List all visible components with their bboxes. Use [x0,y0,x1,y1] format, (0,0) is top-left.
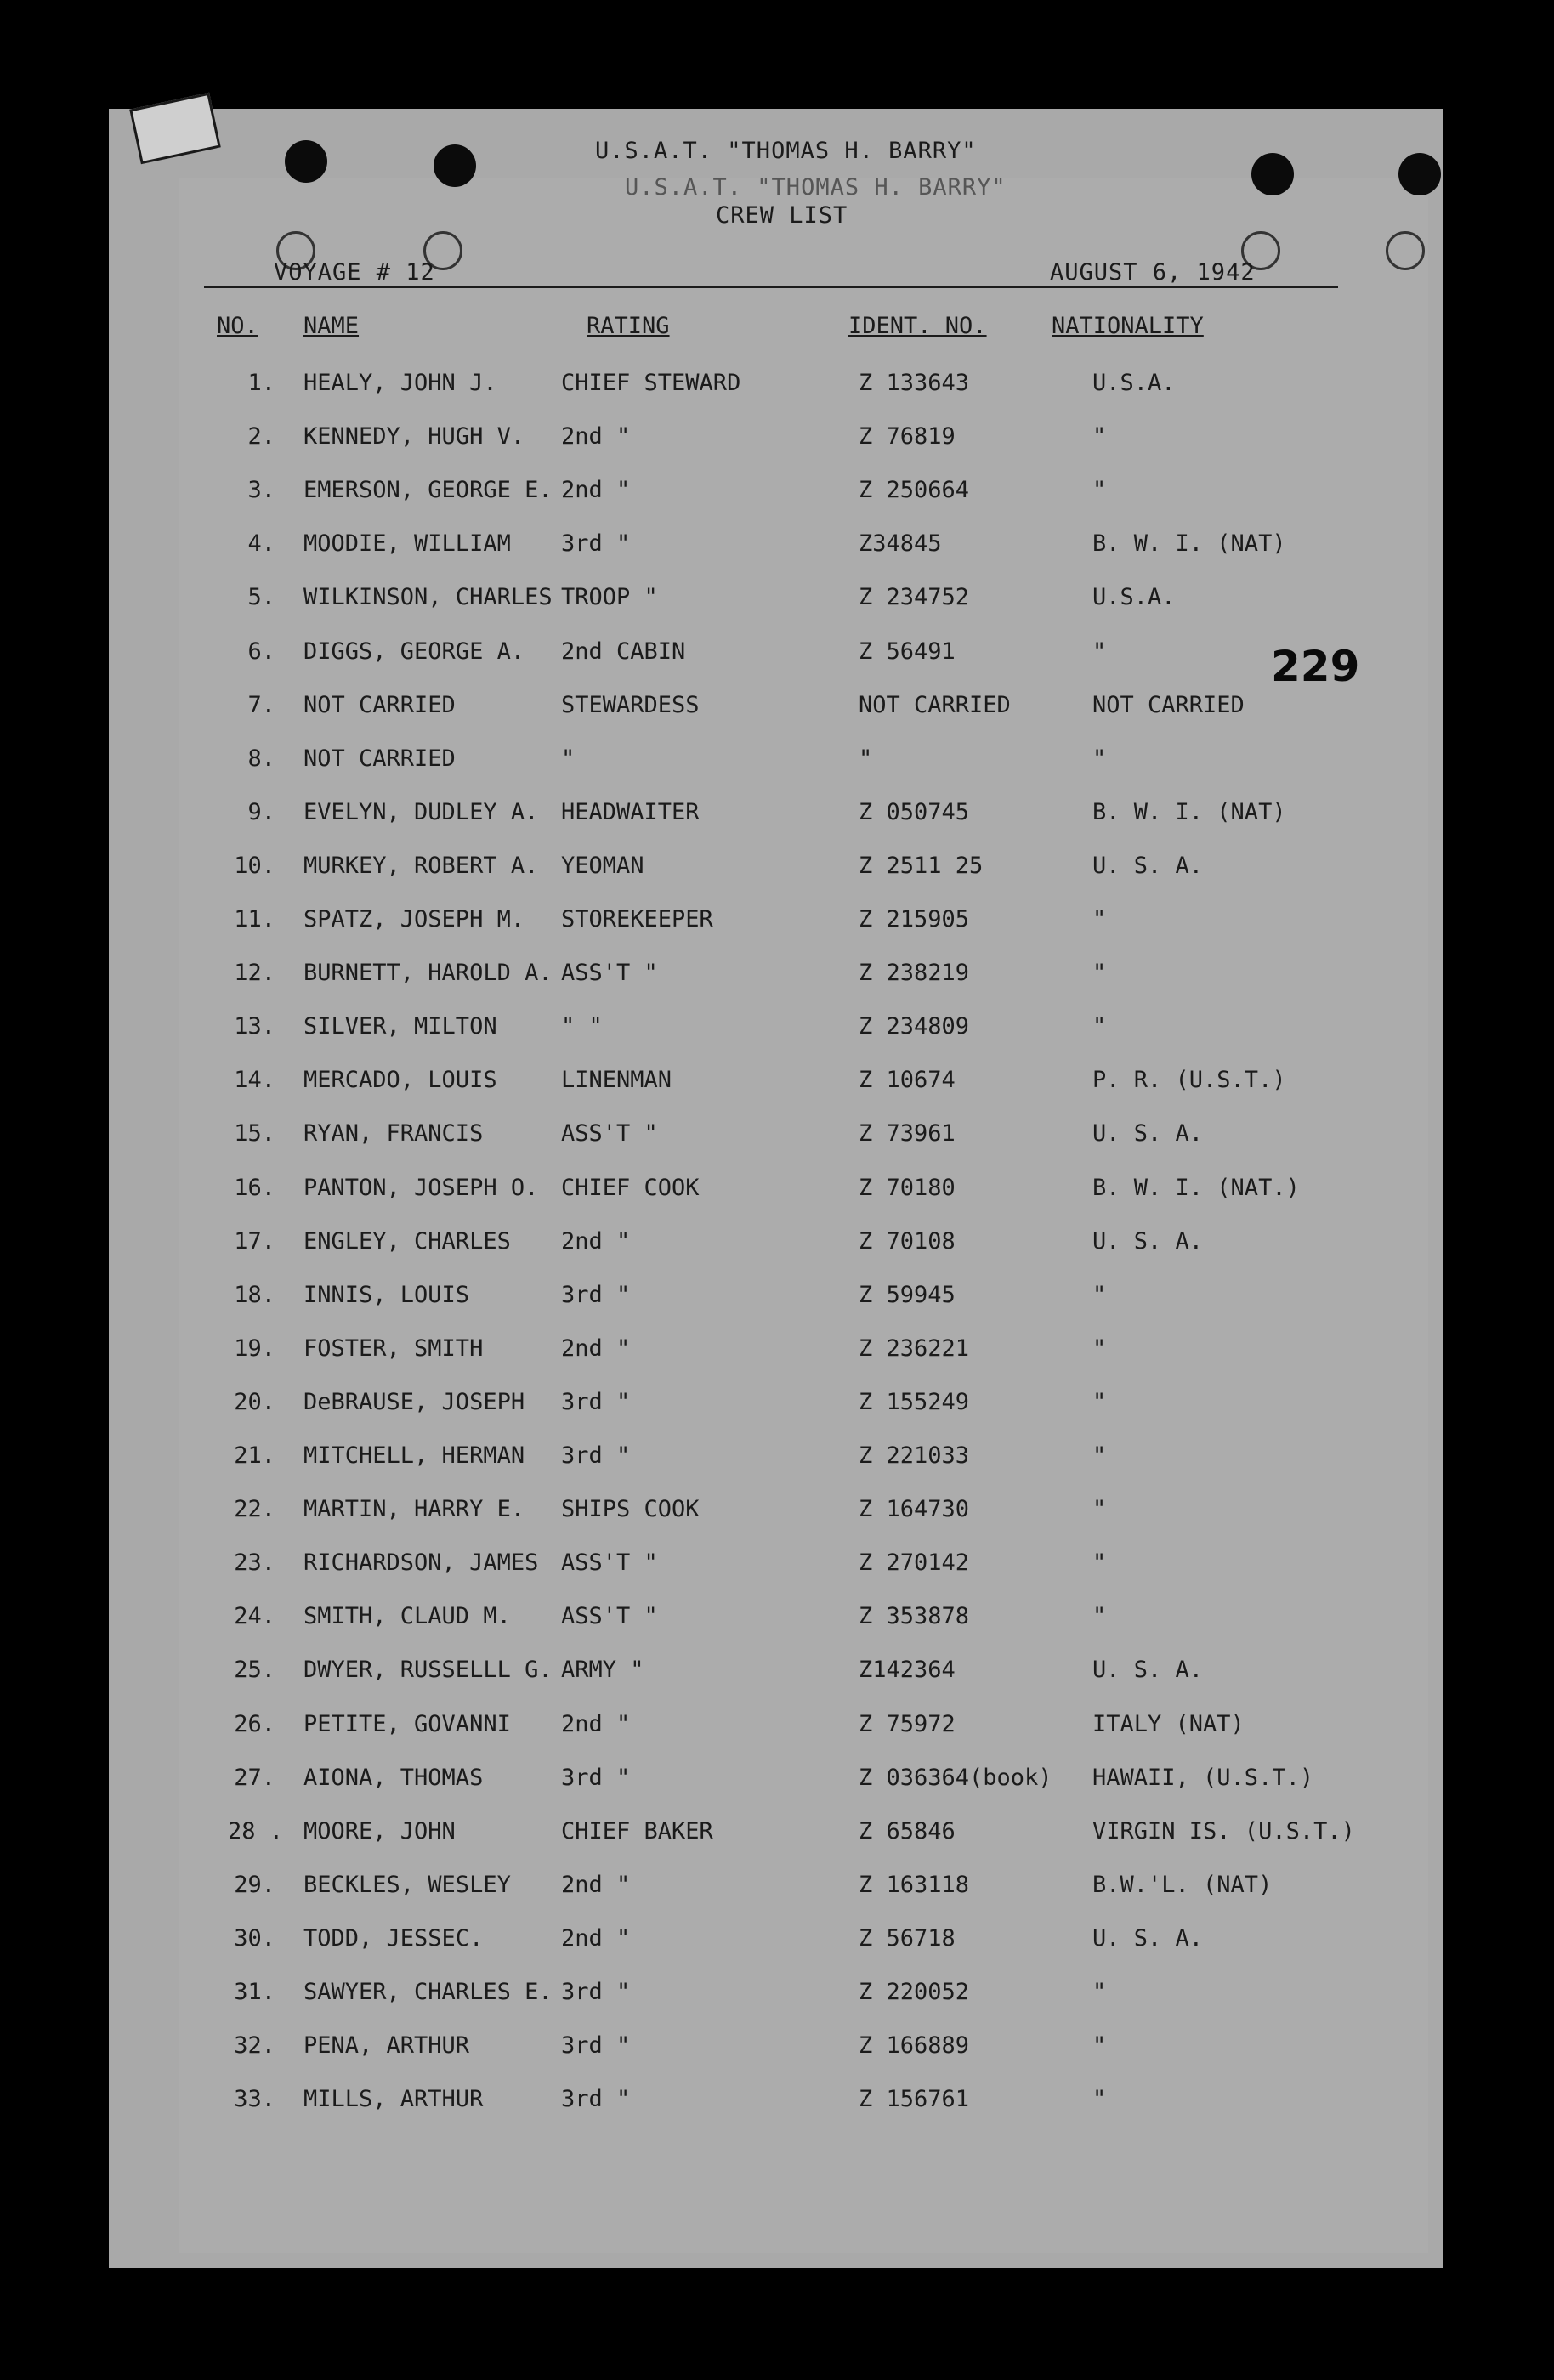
crew-name: SPATZ, JOSEPH M. [303,906,525,932]
crew-rating: ARMY " [561,1657,644,1684]
crew-rating: LINENMAN [561,1067,672,1094]
table-row [0,1711,1554,1762]
crew-ident-number: Z 238219 [859,960,970,987]
crew-rating: CHIEF STEWARD [561,370,741,396]
row-number: 30. [234,1924,275,1952]
crew-nationality: B.W.'L. (NAT) [1092,1871,1273,1898]
crew-rating: 2nd " [561,1710,631,1737]
crew-name: TODD, JESSEC. [303,1924,484,1952]
row-number: 22. [234,1496,275,1523]
crew-ident-number: Z 236221 [859,1334,970,1362]
punch-hole-icon [434,144,476,187]
crew-rating: 3rd " [561,530,631,558]
crew-ident-number: " [859,745,873,772]
row-number: 9. [247,798,275,825]
crew-nationality: " [1092,2032,1107,2060]
crew-ident-number: Z 250664 [859,477,970,504]
crew-nationality: U. S. A. [1092,1227,1204,1255]
row-number: 10. [234,852,275,879]
crew-name: ENGLEY, CHARLES [303,1227,511,1255]
crew-ident-number: Z 234752 [859,584,970,611]
punch-hole-icon [1251,153,1294,196]
crew-nationality: " [1092,1334,1107,1362]
table-row [0,584,1554,635]
crew-ident-number: NOT CARRIED [859,691,1011,718]
crew-name: AIONA, THOMAS [303,1764,484,1791]
crew-name: DeBRAUSE, JOSEPH [303,1388,525,1415]
row-number: 24. [234,1603,275,1630]
row-number: 18. [234,1281,275,1308]
crew-ident-number: Z 353878 [859,1603,970,1630]
crew-rating: 2nd " [561,1924,631,1952]
crew-ident-number: Z 166889 [859,2032,970,2060]
crew-rating: 2nd " [561,1871,631,1898]
crew-name: MILLS, ARTHUR [303,2086,484,2113]
row-number: 19. [234,1334,275,1362]
table-row [0,1228,1554,1279]
crew-ident-number: Z 270142 [859,1550,970,1577]
crew-name: DWYER, RUSSELLL G. [303,1657,553,1684]
document-title-ghost: U.S.A.T. "THOMAS H. BARRY" [625,174,1007,201]
crew-name: DIGGS, GEORGE A. [303,638,525,665]
row-number: 25. [234,1657,275,1684]
column-header-nationality: NATIONALITY [1052,313,1204,339]
table-row [0,1335,1554,1386]
crew-ident-number: Z 234809 [859,1013,970,1040]
row-number: 17. [234,1227,275,1255]
crew-rating: ASS'T " [561,1550,658,1577]
crew-nationality: ITALY (NAT) [1092,1710,1245,1737]
crew-name: SILVER, MILTON [303,1013,497,1040]
crew-name: MERCADO, LOUIS [303,1067,497,1094]
crew-name: MITCHELL, HERMAN [303,1442,525,1469]
table-row [0,906,1554,957]
column-header-name: NAME [303,313,360,339]
table-row [0,1818,1554,1869]
table-row [0,1282,1554,1333]
crew-name: SAWYER, CHARLES E. [303,1979,553,2005]
document-subtitle: CREW LIST [716,202,848,229]
crew-nationality: " [1092,1388,1107,1415]
crew-name: BECKLES, WESLEY [303,1871,511,1898]
crew-ident-number: Z 215905 [859,906,970,932]
crew-ident-number: Z 56491 [859,638,956,665]
column-header-no: NO. [217,313,258,339]
crew-nationality: " [1092,906,1107,932]
crew-nationality: U. S. A. [1092,852,1204,879]
crew-rating: 2nd " [561,423,631,450]
crew-name: SMITH, CLAUD M. [303,1603,511,1630]
table-row [0,1657,1554,1708]
crew-rating: CHIEF COOK [561,1174,700,1201]
crew-ident-number: Z 65846 [859,1817,956,1844]
crew-nationality: " [1092,1603,1107,1630]
crew-name: FOSTER, SMITH [303,1334,484,1362]
row-number: 15. [234,1120,275,1148]
crew-name: PANTON, JOSEPH O. [303,1174,539,1201]
crew-rating: 3rd " [561,2086,631,2113]
crew-rating: 3rd " [561,1764,631,1791]
table-row [0,1550,1554,1601]
table-row [0,638,1554,689]
crew-name: MARTIN, HARRY E. [303,1496,525,1523]
table-row [0,1175,1554,1226]
document-title: U.S.A.T. "THOMAS H. BARRY" [595,138,977,164]
crew-nationality: " [1092,745,1107,772]
crew-rating: 3rd " [561,1979,631,2005]
crew-ident-number: Z 155249 [859,1388,970,1415]
table-row [0,2032,1554,2083]
crew-ident-number: Z 164730 [859,1496,970,1523]
crew-nationality: B. W. I. (NAT) [1092,530,1286,558]
row-number: 32. [234,2032,275,2060]
crew-rating: " [561,745,576,772]
crew-name: EMERSON, GEORGE E. [303,477,553,504]
crew-name: NOT CARRIED [303,691,456,718]
crew-ident-number: Z 163118 [859,1871,970,1898]
crew-name: KENNEDY, HUGH V. [303,423,525,450]
crew-name: RICHARDSON, JAMES [303,1550,539,1577]
row-number: 3. [247,477,275,504]
row-number: 14. [234,1067,275,1094]
crew-ident-number: Z 221033 [859,1442,970,1469]
crew-rating: STEWARDESS [561,691,700,718]
crew-ident-number: Z 156761 [859,2086,970,2113]
crew-ident-number: Z 59945 [859,1281,956,1308]
crew-name: MOODIE, WILLIAM [303,530,511,558]
crew-nationality: B. W. I. (NAT) [1092,798,1286,825]
table-row [0,1603,1554,1654]
crew-nationality: U.S.A. [1092,584,1176,611]
row-number: 27. [234,1764,275,1791]
crew-nationality: P. R. (U.S.T.) [1092,1067,1286,1094]
crew-nationality: NOT CARRIED [1092,691,1245,718]
row-number: 21. [234,1442,275,1469]
header-rule [204,286,1338,288]
crew-name: EVELYN, DUDLEY A. [303,798,539,825]
crew-rating: 2nd " [561,1334,631,1362]
crew-rating: SHIPS COOK [561,1496,700,1523]
crew-nationality: B. W. I. (NAT.) [1092,1174,1300,1201]
crew-ident-number: Z34845 [859,530,942,558]
table-row [0,1765,1554,1816]
column-header-ident: IDENT. NO. [848,313,987,339]
table-row [0,1925,1554,1976]
crew-nationality: " [1092,1013,1107,1040]
table-row [0,853,1554,904]
table-row [0,370,1554,421]
table-row [0,1067,1554,1118]
crew-ident-number: Z 050745 [859,798,970,825]
crew-nationality: VIRGIN IS. (U.S.T.) [1092,1817,1355,1844]
crew-rating: ASS'T " [561,1120,658,1148]
crew-name: WILKINSON, CHARLES [303,584,553,611]
crew-rating: 2nd " [561,477,631,504]
table-row [0,1120,1554,1171]
table-row [0,1979,1554,2030]
crew-nationality: " [1092,1550,1107,1577]
crew-ident-number: Z142364 [859,1657,956,1684]
crew-ident-number: Z 73961 [859,1120,956,1148]
row-number: 2. [247,423,275,450]
crew-nationality: " [1092,2086,1107,2113]
crew-name: MOORE, JOHN [303,1817,456,1844]
crew-nationality: " [1092,477,1107,504]
crew-rating: 3rd " [561,1388,631,1415]
table-row [0,692,1554,743]
crew-rating: 3rd " [561,2032,631,2060]
row-number: 16. [234,1174,275,1201]
crew-ident-number: Z 036364(book) [859,1764,1052,1791]
row-number: 6. [247,638,275,665]
crew-name: RYAN, FRANCIS [303,1120,484,1148]
crew-nationality: U. S. A. [1092,1924,1204,1952]
table-row [0,960,1554,1011]
crew-nationality: " [1092,1979,1107,2005]
row-number: 12. [234,960,275,987]
crew-ident-number: Z 70108 [859,1227,956,1255]
page-number: 229 [1271,642,1360,691]
crew-nationality: " [1092,423,1107,450]
crew-nationality: " [1092,1281,1107,1308]
table-row [0,1442,1554,1493]
row-number: 33. [234,2086,275,2113]
crew-nationality: " [1092,638,1107,665]
row-number: 13. [234,1013,275,1040]
crew-ident-number: Z 10674 [859,1067,956,1094]
crew-name: NOT CARRIED [303,745,456,772]
column-header-rating: RATING [587,313,670,339]
crew-rating: 2nd " [561,1227,631,1255]
document-date: AUGUST 6, 1942 [1050,259,1256,286]
crew-ident-number: Z 133643 [859,370,970,396]
row-number: 26. [234,1710,275,1737]
crew-name: BURNETT, HAROLD A. [303,960,553,987]
row-number: 31. [234,1979,275,2005]
row-number: 23. [234,1550,275,1577]
row-number: 4. [247,530,275,558]
voyage-number: VOYAGE # 12 [274,259,435,286]
crew-name: PENA, ARTHUR [303,2032,470,2060]
crew-ident-number: Z 75972 [859,1710,956,1737]
crew-nationality: U.S.A. [1092,370,1176,396]
row-number: 1. [247,370,275,396]
row-number: 5. [247,584,275,611]
row-number: 20. [234,1388,275,1415]
crew-rating: YEOMAN [561,852,644,879]
crew-rating: 3rd " [561,1281,631,1308]
row-number: 29. [234,1871,275,1898]
crew-rating: CHIEF BAKER [561,1817,713,1844]
crew-rating: 3rd " [561,1442,631,1469]
crew-ident-number: Z 220052 [859,1979,970,2005]
table-row [0,477,1554,528]
crew-name: HEALY, JOHN J. [303,370,497,396]
table-row [0,2086,1554,2137]
row-number: 7. [247,691,275,718]
crew-ident-number: Z 70180 [859,1174,956,1201]
crew-rating: ASS'T " [561,960,658,987]
crew-rating: TROOP " [561,584,658,611]
row-number: 8. [247,745,275,772]
punch-hole-icon [1398,153,1441,196]
crew-rating: STOREKEEPER [561,906,713,932]
crew-ident-number: Z 56718 [859,1924,956,1952]
table-row [0,799,1554,850]
crew-rating: HEADWAITER [561,798,700,825]
crew-ident-number: Z 2511 25 [859,852,984,879]
table-row [0,1496,1554,1547]
crew-nationality: U. S. A. [1092,1657,1204,1684]
crew-rating: 2nd CABIN [561,638,686,665]
crew-nationality: " [1092,960,1107,987]
table-row [0,1389,1554,1440]
crew-name: MURKEY, ROBERT A. [303,852,539,879]
crew-rating: ASS'T " [561,1603,658,1630]
table-row [0,1013,1554,1064]
table-row [0,423,1554,474]
crew-nationality: U. S. A. [1092,1120,1204,1148]
table-row [0,1872,1554,1923]
table-row [0,530,1554,581]
crew-nationality: " [1092,1442,1107,1469]
crew-nationality: HAWAII, (U.S.T.) [1092,1764,1314,1791]
row-number: 28 . [228,1817,284,1844]
punch-hole-icon [285,140,327,183]
crew-rating: " " [561,1013,603,1040]
table-row [0,745,1554,796]
crew-nationality: " [1092,1496,1107,1523]
punch-hole-ring-icon [1386,231,1425,270]
crew-ident-number: Z 76819 [859,423,956,450]
crew-name: INNIS, LOUIS [303,1281,470,1308]
crew-name: PETITE, GOVANNI [303,1710,511,1737]
row-number: 11. [234,906,275,932]
